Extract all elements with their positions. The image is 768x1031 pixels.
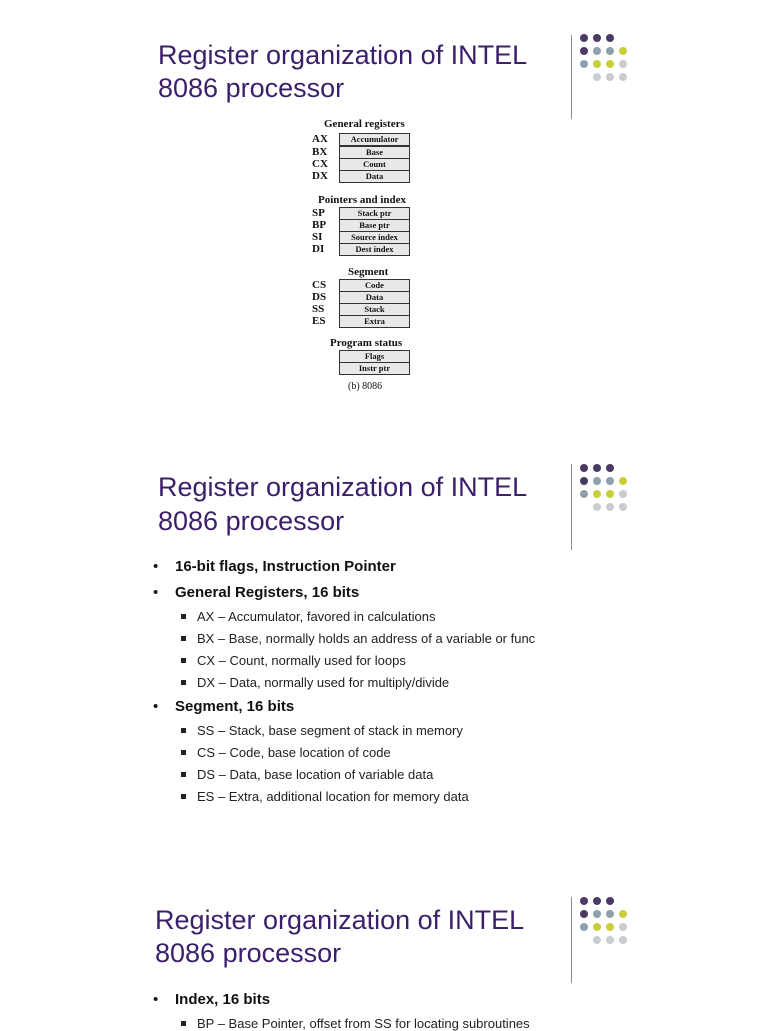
dot [593,936,601,944]
sub-bullet-item: AX – Accumulator, favored in calculations [181,609,435,624]
dot [580,923,588,931]
slide-title-line2: 8086 processor [158,73,345,103]
bullet-item: • 16-bit flags, Instruction Pointer [153,558,396,575]
slide-title-line1: Register organization of INTEL [155,905,525,935]
figure-caption: (b) 8086 [348,381,383,392]
dot [606,73,614,81]
sub-bullet-item: CS – Code, base location of code [181,745,391,760]
slide-title-line1: Register organization of INTEL [158,40,528,70]
sub-bullet-item: DX – Data, normally used for multiply/divide [181,675,449,690]
dot [606,464,614,472]
dot [593,34,601,42]
decorative-dot-grid-icon [580,897,636,969]
dot [619,477,627,485]
dot [593,910,601,918]
dot [580,60,588,68]
sub-bullet-item: BX – Base, normally holds an address of a variable or func [181,631,535,646]
slide-3 [0,895,768,1031]
dot [580,47,588,55]
sub-bullet-item: ES – Extra, additional location for memory data [181,789,469,804]
dot [593,490,601,498]
dot [580,897,588,905]
title-divider [571,35,572,119]
slide-title-line2: 8086 processor [155,938,342,968]
bullet-item: • General Registers, 16 bits [153,584,360,601]
sub-bullet-item: CX – Count, normally used for loops [181,653,406,668]
bullet-item: • Segment, 16 bits [153,698,295,715]
dot [593,923,601,931]
dot [619,936,627,944]
dot [606,503,614,511]
title-divider [571,464,572,550]
program-status-heading: Program status [330,337,403,349]
dot [606,936,614,944]
dot [580,464,588,472]
pointers-index-heading: Pointers and index [318,194,407,206]
dot [606,490,614,498]
register-figure: General registers AX Accumulator BX Base CX Count DX Data Pointers and index SP Stack ptr BP Base ptr SI Source index DI Dest index Segment CS Code DS Data SS Stack ES Extra Program status Flags Instr ptr (b) 8086 [300,118,435,398]
dot [619,490,627,498]
general-registers-heading: General registers [324,118,405,130]
dot [606,477,614,485]
dot [606,34,614,42]
slide-1 [0,0,768,410]
dot [619,60,627,68]
dot [619,910,627,918]
slide-title-line2: 8086 processor [158,506,345,536]
dot [593,47,601,55]
dot [606,60,614,68]
dot [593,477,601,485]
dot [619,73,627,81]
slide-title-line1: Register organization of INTEL [158,472,528,502]
dot [593,464,601,472]
title-divider [571,897,572,983]
dot [580,477,588,485]
decorative-dot-grid-icon [580,464,636,536]
sub-bullet-item: BP – Base Pointer, offset from SS for locating subroutines [181,1016,530,1031]
sub-bullet-item: DS – Data, base location of variable data [181,767,433,782]
dot [606,47,614,55]
dot [619,503,627,511]
dot [593,897,601,905]
dot [580,34,588,42]
dot [619,923,627,931]
dot [593,60,601,68]
slide-2 [0,460,768,840]
dot [606,923,614,931]
dot [606,897,614,905]
dot [606,910,614,918]
dot [593,503,601,511]
dot [593,73,601,81]
dot [580,910,588,918]
dot [619,47,627,55]
sub-bullet-item: SS – Stack, base segment of stack in memory [181,723,463,738]
segment-heading: Segment [348,266,389,278]
decorative-dot-grid-icon [580,34,636,106]
bullet-item: • Index, 16 bits [153,991,271,1008]
dot [580,490,588,498]
